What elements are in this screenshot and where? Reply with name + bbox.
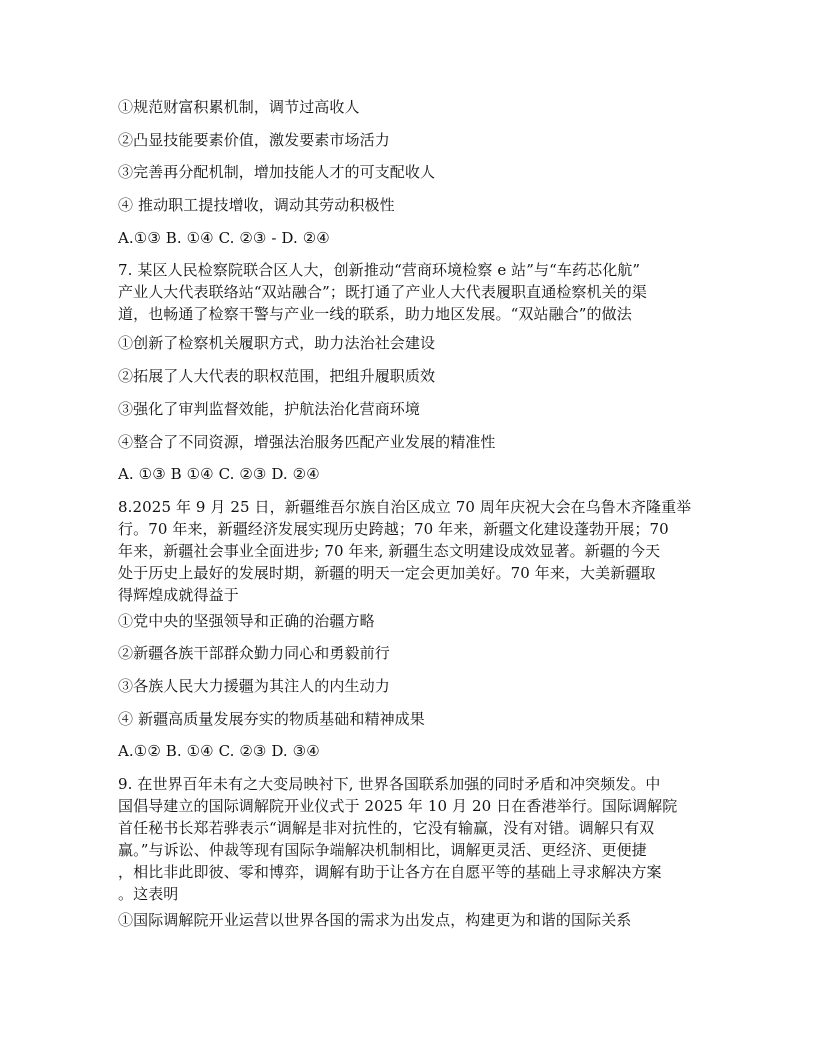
- q9-stem-line: 。这表明: [118, 885, 179, 903]
- q7-stem-line: 7. 某区人民检察院联合区人大，创新推动“营商环境检察 e 站”与“车药芯化航”: [118, 261, 641, 279]
- q7-answer-choices: A. ①③ B ①④ C. ②③ D. ②④: [118, 465, 320, 483]
- q9-stem-line: 首任秘书长郑若骅表示“调解是非对抗性的，它没有输赢，没有对错。调解只有双: [118, 819, 655, 837]
- q6-option-4: ④ 推动职工提技增收，调动其劳动积极性: [118, 196, 395, 214]
- q9-stem-line: ，相比非此即彼、零和博弈，调解有助于让各方在自愿平等的基础上寻求解决方案: [118, 863, 662, 881]
- q9-stem-line: 9. 在世界百年未有之大变局映衬下, 世界各国联系加强的同时矛盾和冲突频发。中: [118, 775, 661, 793]
- q8-option-3: ③各族人民大力援疆为其注人的内生动力: [118, 677, 390, 695]
- q7-stem: [118, 259, 703, 325]
- q7-option-4: ④整合了不同资源，增强法治服务匹配产业发展的精准性: [118, 433, 496, 451]
- q8-option-2: ②新疆各族干部群众勤力同心和勇毅前行: [118, 644, 390, 662]
- q8-stem-line: 8.2025 年 9 月 25 日，新疆维吾尔族自治区成立 70 周年庆祝大会在乌鲁木齐隆重举: [118, 498, 692, 516]
- q6-option-2: ②凸显技能要素价值，激发要素市场活力: [118, 131, 390, 149]
- q8-stem: [118, 496, 703, 606]
- q7-stem-line: 道，也畅通了检察干警与产业一线的联系，助力地区发展。“双站融合”的做法: [118, 305, 632, 323]
- q7-stem-line: 产业人大代表联络站“双站融合”；既打通了产业人大代表履职直通检察机关的渠: [118, 283, 647, 301]
- q6-answer-choices: A.①③ B. ①④ C. ②③ - D. ②④: [118, 229, 330, 247]
- q7-option-1: ①创新了检察机关履职方式，助力法治社会建设: [118, 334, 436, 352]
- q8-stem-line: 年来，新疆社会事业全面进步; 70 年来, 新疆生态文明建设成效显著。新疆的今天: [118, 542, 661, 560]
- q6-option-1: ①规范财富积累机制，调节过高收人: [118, 98, 360, 116]
- q6-option-3: ③完善再分配机制，增加技能人才的可支配收人: [118, 163, 436, 181]
- q7-option-3: ③强化了审判监督效能，护航法治化营商环境: [118, 400, 421, 418]
- q9-stem-line: 赢。”与诉讼、仲裁等现有国际争端解决机制相比，调解更灵活、更经济、更便捷: [118, 841, 647, 859]
- q8-option-1: ①党中央的坚强领导和正确的治疆方略: [118, 612, 375, 630]
- q7-option-2: ②拓展了人大代表的职权范围，把组升履职质效: [118, 367, 436, 385]
- q9-stem: [118, 773, 703, 905]
- q8-option-4: ④ 新疆高质量发展夯实的物质基础和精神成果: [118, 710, 425, 728]
- q8-stem-line: 得辉煌成就得益于: [118, 586, 239, 604]
- q8-answer-choices: A.①② B. ①④ C. ②③ D. ③④: [118, 742, 320, 760]
- q8-stem-line: 行。70 年来，新疆经济发展实现历史跨越；70 年来，新疆文化建设蓬勃开展；70: [118, 520, 669, 538]
- q9-option-1: ①国际调解院开业运营以世界各国的需求为出发点，构建更为和谐的国际关系: [118, 911, 632, 929]
- q8-stem-line: 处于历史上最好的发展时期，新疆的明天一定会更加美好。70 年来，大美新疆取: [118, 564, 656, 582]
- q9-stem-line: 国倡导建立的国际调解院开业仪式于 2025 年 10 月 20 日在香港举行。国际调解院: [118, 797, 678, 815]
